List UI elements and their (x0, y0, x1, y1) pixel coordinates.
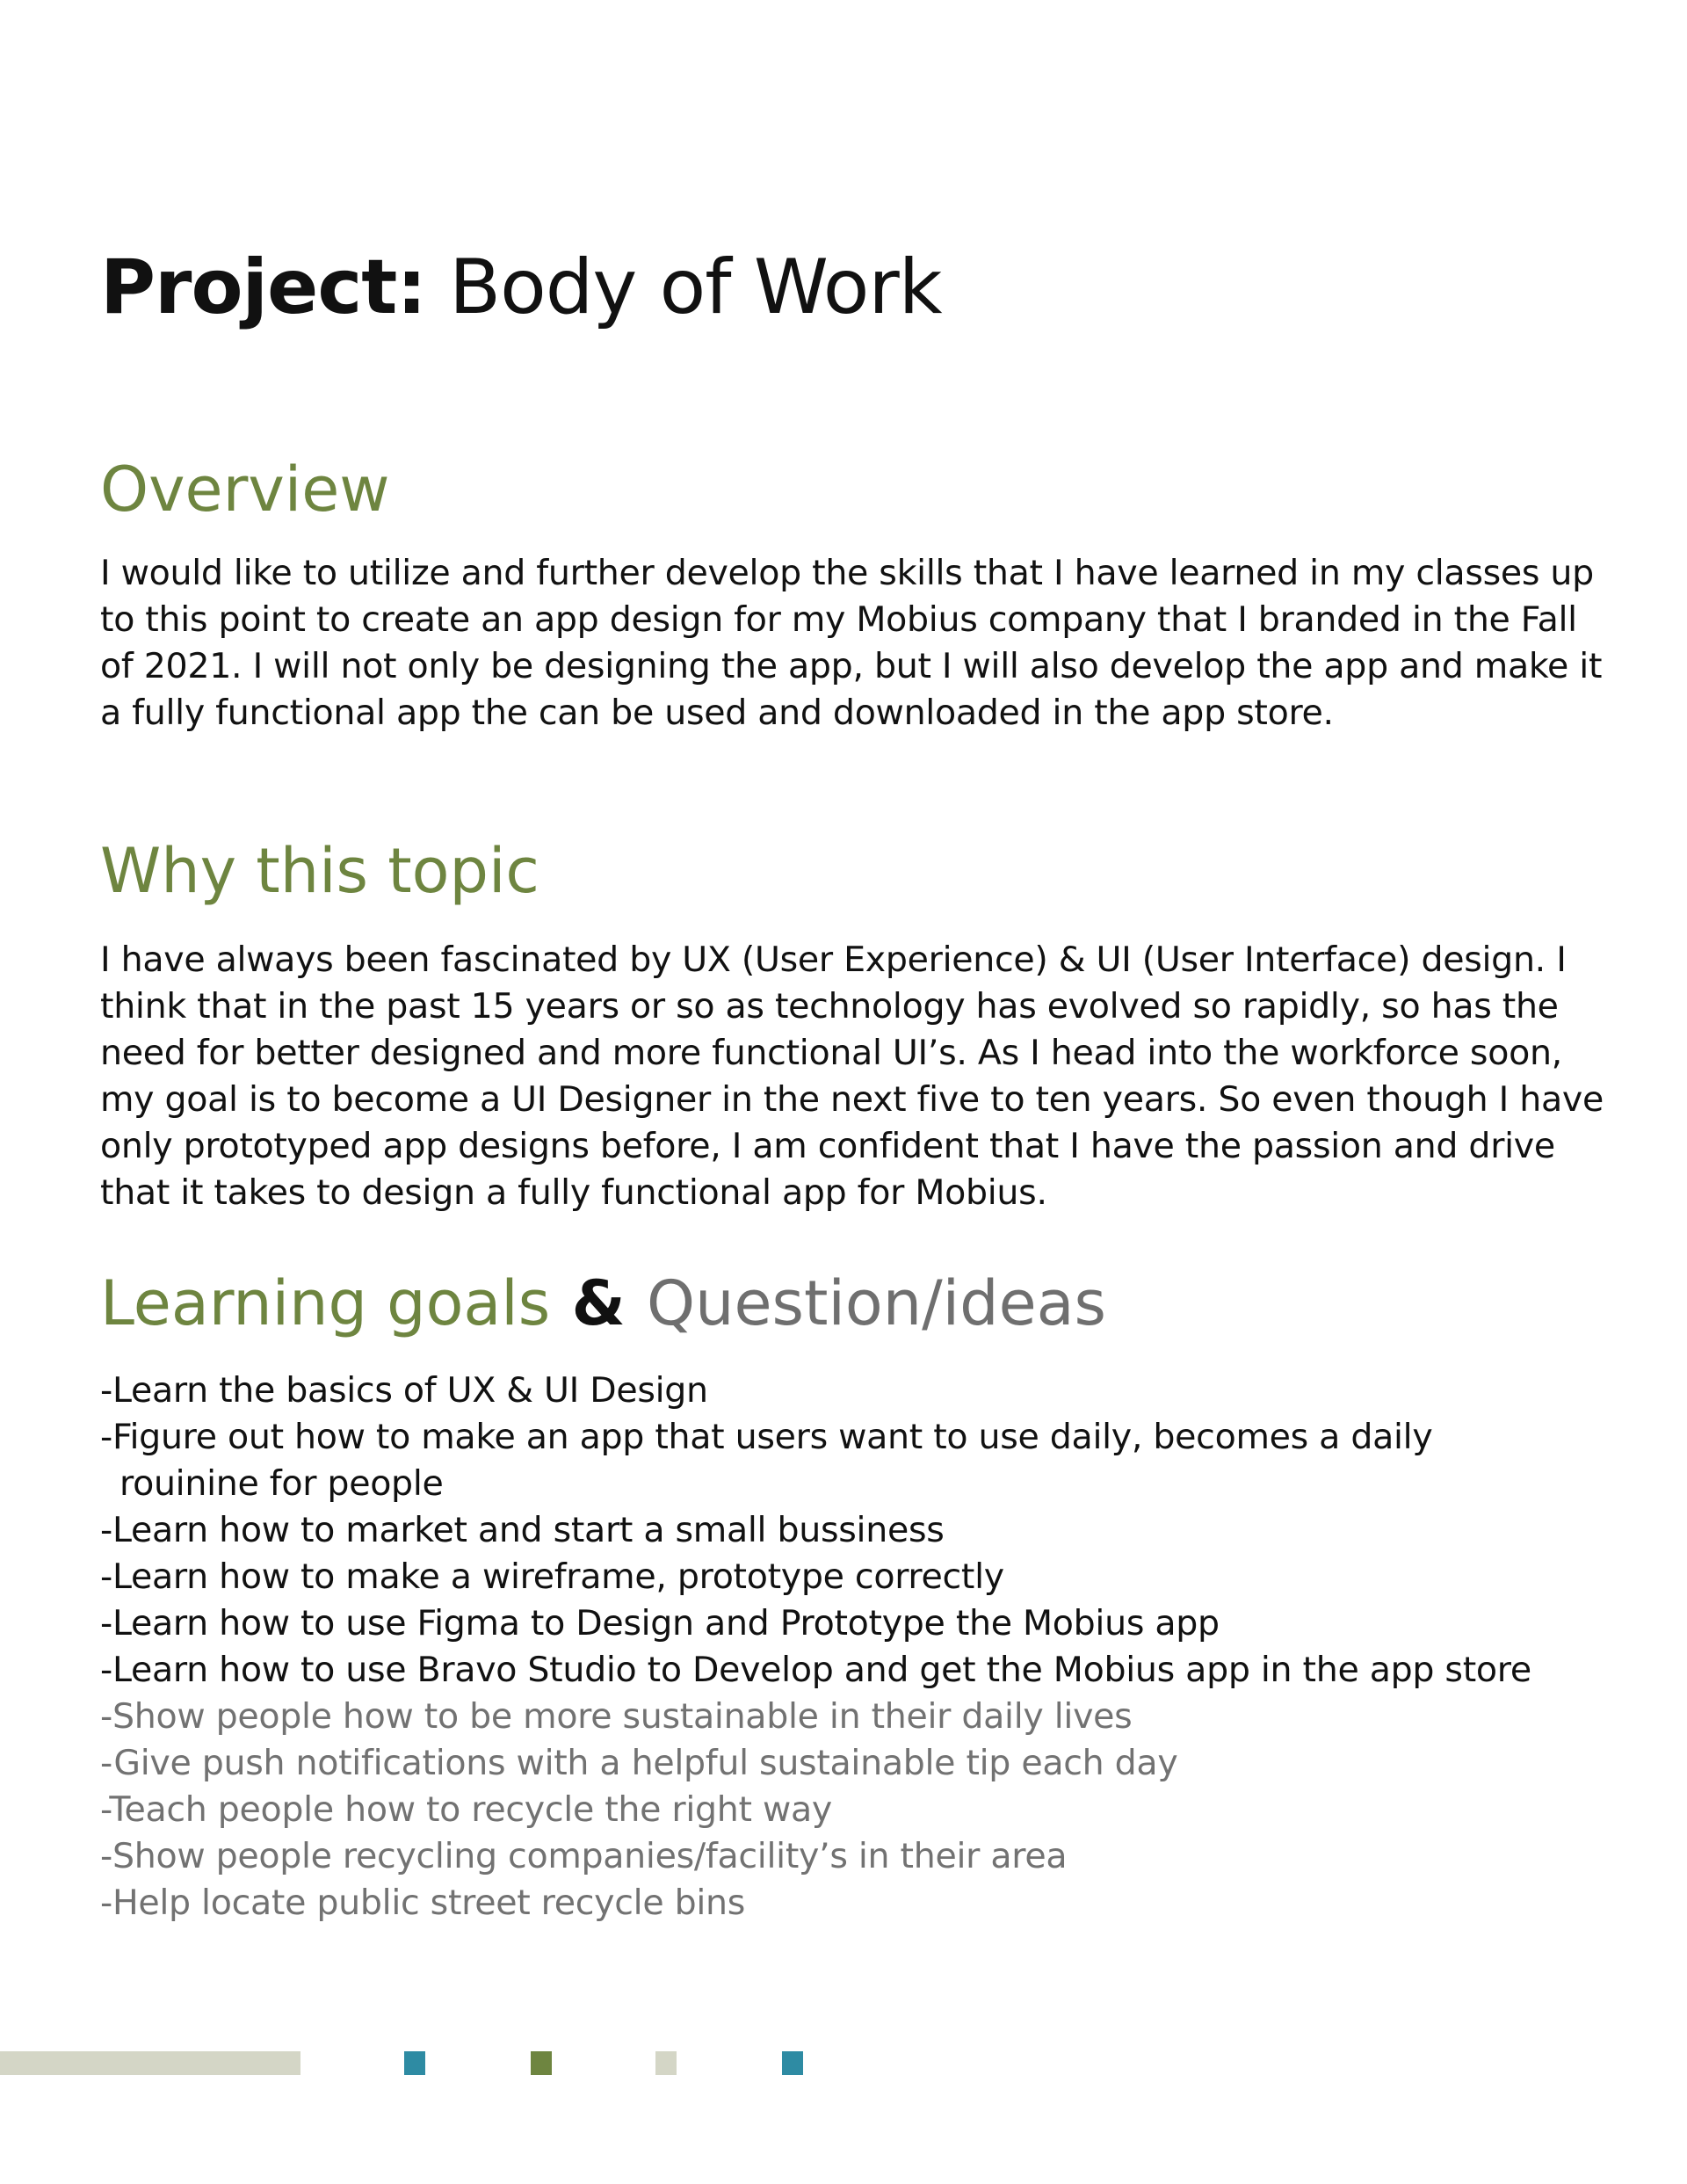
ampersand: & (550, 1267, 648, 1339)
question-idea-item: -Help locate public street recycle bins (100, 1883, 746, 1923)
learning-goal-item: -Figure out how to make an app that users want to use daily, becomes a daily rouinine for people (100, 1417, 1433, 1504)
footer-square-light (655, 2051, 677, 2075)
why-topic-text: I have always been fascinated by UX (User Experience) & UI (User Interface) design. I think that in the past 15 years or so as technology has evolved so rapidly, so has the need for better designed and more functional UI’s. As I head into the workforce soon, my goal is to become a UI Designer in the next five to ten years. So even though I have only prototyped app designs before, I am confident that I have the passion and drive that it takes to design a fully functional app for Mobius. (100, 940, 1604, 1213)
footer-square-teal (404, 2051, 425, 2075)
goals-list (100, 1368, 1611, 1926)
goals-heading (100, 1267, 1106, 1339)
questions-ideas-heading: Question/ideas (647, 1267, 1106, 1339)
overview-text: I would like to utilize and further develop the skills that I have learned in my classes up to this point to create an app design for my Mobius company that I branded in the Fall of 2021. I will not only be designing the app, but I will also develop the app and make it a fully functional app the can be used and downloaded in the app store. (100, 553, 1603, 733)
page-title (100, 243, 942, 331)
footer-square-olive (531, 2051, 552, 2075)
question-idea-item: -Show people recycling companies/facility’s in their area (100, 1836, 1068, 1876)
page-title-bold: Project: (100, 243, 426, 331)
question-idea-item: -Give push notifications with a helpful sustainable tip each day (100, 1743, 1178, 1783)
footer-decorative-bar (0, 2051, 300, 2075)
learning-goal-item: -Learn how to market and start a small bussiness (100, 1510, 945, 1550)
learning-goal-item: -Learn how to use Figma to Design and Prototype the Mobius app (100, 1603, 1220, 1643)
question-idea-item: -Teach people how to recycle the right way (100, 1789, 832, 1830)
learning-goals-heading: Learning goals (100, 1267, 551, 1339)
learning-goal-item: -Learn how to make a wireframe, prototype correctly (100, 1556, 1004, 1597)
question-idea-item: -Show people how to be more sustainable in their daily lives (100, 1696, 1133, 1737)
learning-goal-item: -Learn the basics of UX & UI Design (100, 1370, 708, 1411)
learning-goal-item: -Learn how to use Bravo Studio to Develop and get the Mobius app in the app store (100, 1650, 1531, 1690)
footer-square-teal-2 (782, 2051, 803, 2075)
page-title-rest: Body of Work (425, 243, 942, 331)
overview-heading: Overview (100, 453, 390, 526)
why-topic-heading: Why this topic (100, 835, 539, 907)
